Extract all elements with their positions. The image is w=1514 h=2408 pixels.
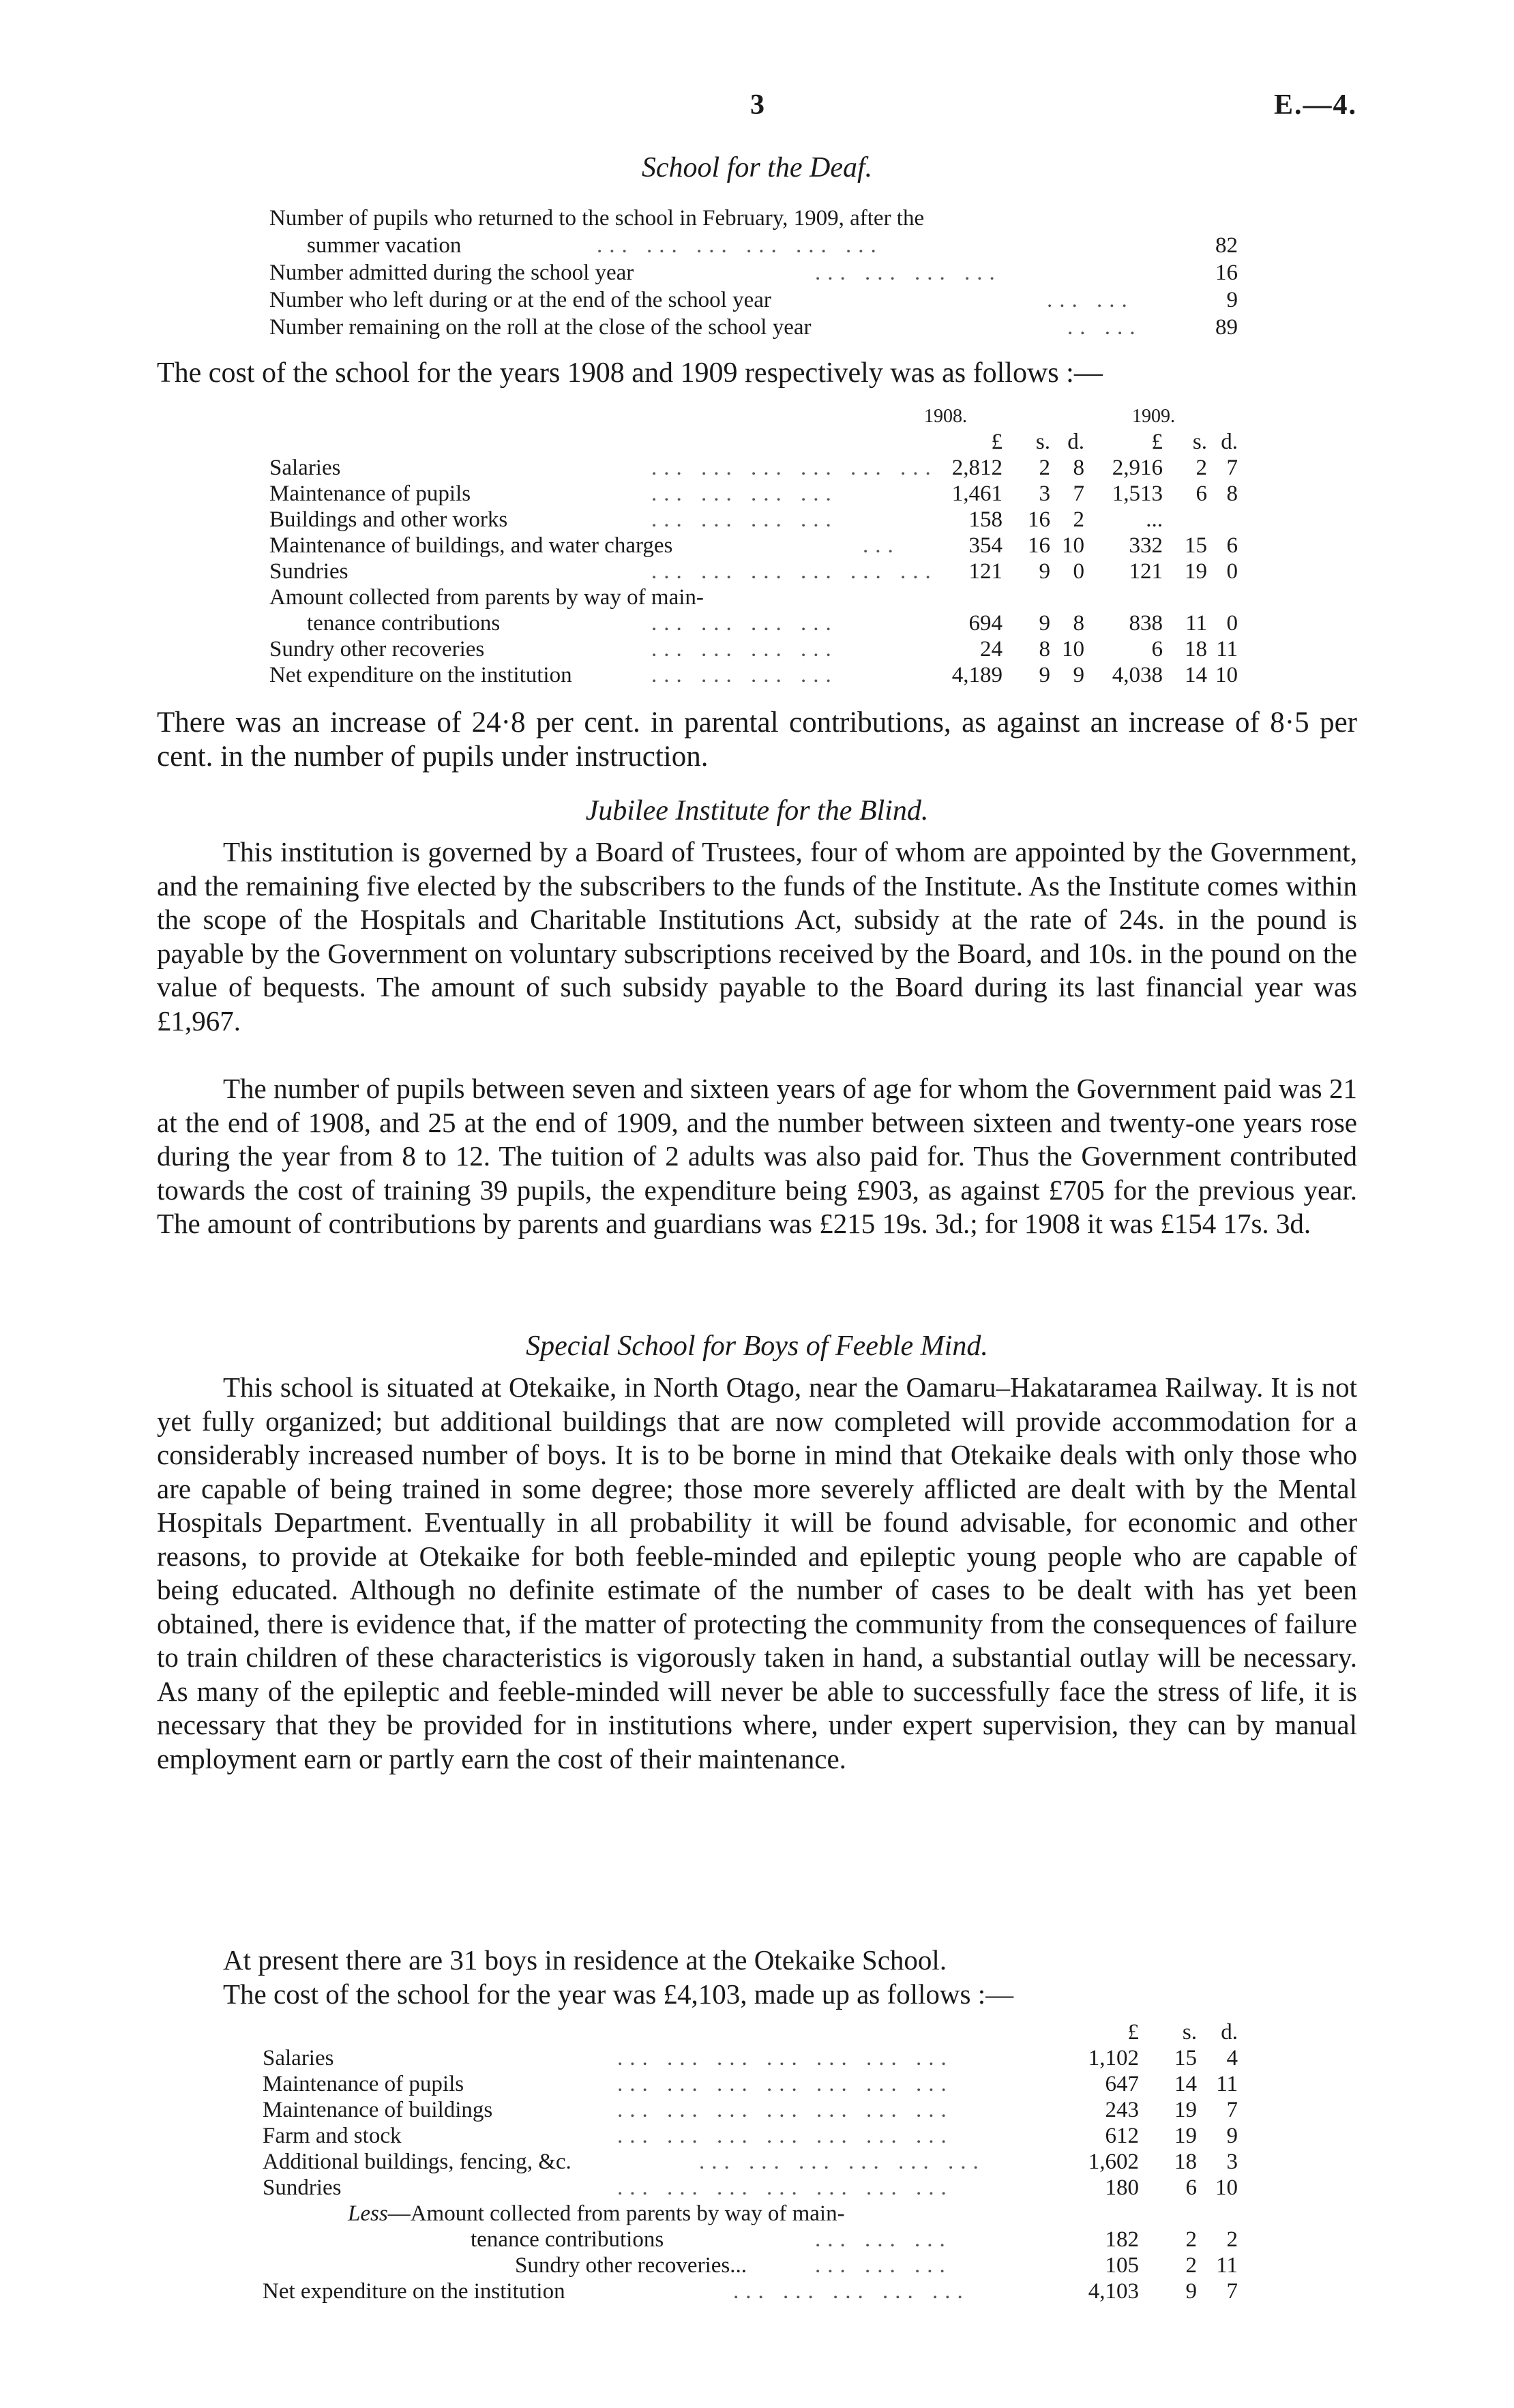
list-item: Number who left during or at the end of the school year ... ... 9 — [269, 288, 1238, 312]
row-label: Buildings and other works — [269, 507, 508, 532]
value-1909: 2,916 — [1112, 456, 1163, 480]
value-1909: 11 — [1216, 637, 1238, 662]
less-label: Less — [348, 2201, 388, 2226]
cost-value: 4 — [1226, 2046, 1238, 2070]
table-row — [269, 637, 1238, 663]
value-1908: 8 — [1039, 637, 1050, 662]
value-1908: 8 — [1073, 611, 1084, 636]
row-label: Net expenditure on the institution — [269, 663, 572, 687]
leader-dots: ... ... ... ... — [651, 663, 838, 687]
value-1908: 7 — [1073, 481, 1084, 506]
feeble-cost-rows — [263, 2046, 1238, 2201]
deaf-pupil-table — [269, 205, 1238, 341]
cost-value: 10 — [1215, 2175, 1238, 2200]
value-1909: 14 — [1185, 663, 1207, 687]
list-item: Number of pupils who returned to the school in February, 1909, after the — [269, 206, 925, 231]
row-label: Maintenance of buildings — [263, 2098, 493, 2122]
table-row — [269, 585, 1238, 611]
table-row — [263, 2124, 1238, 2150]
value-1908: 10 — [1062, 637, 1084, 662]
leader-dots: ... ... ... ... ... ... ... — [617, 2175, 953, 2200]
blind-paragraph-1: This institution is governed by a Board of Trustees, four of whom are appointed by the Government, and the remaining five elected by the subscribers to the funds of the Institute. As the Institute comes within the scope of the Hospitals and Charitable Institutions Act, subsidy at the rate of 24s. in the pound is payable by the Government on voluntary subscriptions received by the Board, and 10s. in the pound on the value of bequests. The amount of such subsidy payable to the Board during its last financial year was £1,967. — [157, 836, 1357, 1037]
value-1908: 2 — [1039, 456, 1050, 480]
page-header — [157, 89, 1357, 130]
value-1908: 9 — [1073, 663, 1084, 687]
value-1909: 18 — [1185, 637, 1207, 662]
feeble-paragraph-3: The cost of the school for the year was £4,103, made up as follows :— — [223, 1978, 1014, 2010]
table-row — [269, 456, 1238, 481]
list-item: Number remaining on the roll at the close of the school year .. ... 89 — [269, 315, 1238, 340]
table-row — [269, 533, 1238, 559]
value-1908: 4,189 — [951, 663, 1003, 687]
deaf-cost-intro: The cost of the school for the years 1908 and 1909 respectively was as follows :— — [157, 357, 1103, 389]
cost-value: 18 — [1174, 2150, 1197, 2174]
section-heading-blind: Jubilee Institute for the Blind. — [585, 795, 929, 827]
page-number: 3 — [750, 89, 765, 121]
value-1909: 332 — [1129, 533, 1163, 558]
value-1908: 8 — [1073, 456, 1084, 480]
value-1909: 19 — [1185, 559, 1207, 584]
less-line-2: tenance contributions — [471, 2227, 664, 2252]
less-line-3: Sundry other recoveries... — [515, 2253, 747, 2278]
table-row — [269, 507, 1238, 533]
cost-value: 9 — [1226, 2124, 1238, 2148]
document-reference: E.—4. — [1273, 89, 1357, 121]
value-1908: 2 — [1073, 507, 1084, 532]
value-1909: 11 — [1185, 611, 1207, 636]
table-row: tenance contributions ... ... ... 182 2 2 — [471, 2227, 1238, 2252]
less-line-1: —Amount collected from parents by way of main- — [387, 2201, 845, 2226]
cost-value: 7 — [1226, 2098, 1238, 2122]
table-row — [263, 2046, 1238, 2072]
row-label: Maintenance of pupils — [269, 481, 471, 506]
cost-value: 647 — [1105, 2072, 1139, 2096]
value-1908: 9 — [1039, 559, 1050, 584]
table-row — [263, 2072, 1238, 2098]
value-1908: 16 — [1028, 533, 1050, 558]
cost-value: 3 — [1226, 2150, 1238, 2174]
table-row — [269, 481, 1238, 507]
table-row — [263, 2201, 1238, 2227]
value-1909: 0 — [1226, 611, 1238, 636]
value-1908: 3 — [1039, 481, 1050, 506]
leader-dots: ... ... ... ... ... ... — [651, 456, 938, 480]
value-1909: 15 — [1185, 533, 1207, 558]
value-1908: 1,461 — [951, 481, 1003, 506]
leader-dots: ... ... ... ... — [651, 637, 838, 662]
table-row: Sundry other recoveries... ... ... ... 105 2 11 — [515, 2253, 1238, 2278]
value-1909: 1,513 — [1112, 481, 1163, 506]
value-1909: 7 — [1226, 456, 1238, 480]
feeble-cost-table — [263, 2020, 1238, 2305]
row-label: Salaries — [269, 456, 341, 480]
cost-value: 15 — [1174, 2046, 1197, 2070]
leader-dots: ... — [863, 533, 900, 558]
value-1909: 8 — [1226, 481, 1238, 506]
leader-dots: ... ... ... ... ... ... ... — [617, 2098, 953, 2122]
cost-value: 243 — [1105, 2098, 1139, 2122]
section-heading-feeble: Special School for Boys of Feeble Mind. — [526, 1331, 988, 1362]
deaf-cost-rows — [269, 456, 1238, 689]
row-label: Farm and stock — [263, 2124, 402, 2148]
value-1909: 838 — [1129, 611, 1163, 636]
cost-value: 180 — [1105, 2175, 1139, 2200]
leader-dots: ... ... ... ... ... ... ... — [617, 2046, 953, 2070]
table-row — [263, 2150, 1238, 2175]
value-1908: 694 — [968, 611, 1003, 636]
feeble-paragraph-2: At present there are 31 boys in residence at the Otekaike School. — [223, 1944, 947, 1976]
value-1909: 6 — [1196, 481, 1207, 506]
table-row — [263, 2175, 1238, 2201]
row-label: Maintenance of buildings, and water charges — [269, 533, 673, 558]
row-label: Salaries — [263, 2046, 334, 2070]
section-heading-deaf: School for the Deaf. — [641, 152, 873, 183]
list-item: Number admitted during the school year ... ... ... ... 16 — [269, 261, 1238, 285]
value-1909: 2 — [1196, 456, 1207, 480]
value-1908: 9 — [1039, 611, 1050, 636]
cost-value: 19 — [1174, 2098, 1197, 2122]
table-row — [269, 559, 1238, 585]
value-1909: ... — [1146, 507, 1163, 532]
column-year-1909: 1909. — [1132, 406, 1175, 427]
value-1909: 6 — [1151, 637, 1163, 662]
list-item: summer vacation ... ... ... ... ... ... 82 — [307, 233, 1238, 258]
value-1908: 158 — [968, 507, 1003, 532]
row-label: Additional buildings, fencing, &c. — [263, 2150, 572, 2174]
cost-value: 14 — [1174, 2072, 1197, 2096]
leader-dots: ... ... ... ... ... ... ... — [617, 2072, 953, 2096]
leader-dots: ... ... ... ... ... ... — [651, 559, 938, 584]
row-label: Sundries — [263, 2175, 342, 2200]
feeble-paragraph-1: This school is situated at Otekaike, in North Otago, near the Oamaru–Hakataramea Railway. It is not yet fully organized; but additional buildings that are now completed will provide accommodation for a considerably increased number of boys. It is to be borne in mind that Otekaike deals with only those who are capable of being trained in some degree; those more severely afflicted are dealt with by the Mental Hospitals Department. Eventually in all probability it will be found advisable, for economic and other reasons, to provide at Otekaike for both feeble-minded and epileptic young people who are capable of being educated. Although no definite estimate of the number of cases to be dealt with has yet been obtained, there is evidence that, if the matter of protecting the community from the consequences of failure to train children of these characteristics is vigorously taken in hand, a substantial outlay will be necessary. As many of the epileptic and feeble-minded will never be able to successfully face the stress of life, it is necessary that they be provided for in institutions where, under expert supervision, they can by manual employment earn or partly earn the cost of their maintenance. — [157, 1371, 1357, 1774]
value-1909: 121 — [1129, 559, 1163, 584]
row-label: tenance contributions — [307, 611, 501, 636]
leader-dots: ... ... ... ... ... ... — [699, 2150, 985, 2174]
leader-dots: ... ... ... ... ... ... ... — [617, 2124, 953, 2148]
row-label: Sundry other recoveries — [269, 637, 485, 662]
table-row — [269, 663, 1238, 689]
value-1908: 10 — [1062, 533, 1084, 558]
table-row — [263, 2098, 1238, 2124]
cost-value: 11 — [1216, 2072, 1238, 2096]
value-1908: 2,812 — [951, 456, 1003, 480]
cost-value: 612 — [1105, 2124, 1139, 2148]
column-year-1908: 1908. — [924, 406, 967, 427]
table-row: Net expenditure on the institution ... ... ... ... ... 4,103 9 7 — [263, 2279, 1238, 2304]
cost-value: 6 — [1185, 2175, 1197, 2200]
deaf-increase-note: There was an increase of 24·8 per cent. in parental contributions, as against an increase of 8·5 per cent. in the number of pupils under instruction. — [157, 707, 1357, 773]
row-label: Sundries — [269, 559, 348, 584]
value-1909: 6 — [1226, 533, 1238, 558]
leader-dots: ... ... ... ... — [651, 481, 838, 506]
value-1908: 0 — [1073, 559, 1084, 584]
value-1908: 354 — [968, 533, 1003, 558]
leader-dots: ... ... ... ... — [651, 507, 838, 532]
column-units-row: £ s. d. £ s. d. — [991, 430, 1238, 454]
cost-value: 19 — [1174, 2124, 1197, 2148]
cost-value: 1,602 — [1088, 2150, 1139, 2174]
value-1908: 121 — [968, 559, 1003, 584]
leader-dots: ... ... ... ... — [651, 611, 838, 636]
row-label: Amount collected from parents by way of main- — [269, 585, 704, 610]
column-units-row: £ s. d. — [1127, 2020, 1238, 2045]
value-1909: 4,038 — [1112, 663, 1163, 687]
value-1908: 9 — [1039, 663, 1050, 687]
cost-value: 1,102 — [1088, 2046, 1139, 2070]
value-1908: 24 — [980, 637, 1003, 662]
value-1909: 0 — [1226, 559, 1238, 584]
net-expenditure-label: Net expenditure on the institution — [263, 2279, 565, 2304]
value-1908: 16 — [1028, 507, 1050, 532]
table-row — [269, 611, 1238, 637]
value-1909: 10 — [1215, 663, 1238, 687]
row-label: Maintenance of pupils — [263, 2072, 464, 2096]
deaf-cost-table — [269, 430, 1238, 689]
blind-paragraph-2: The number of pupils between seven and sixteen years of age for whom the Government paid was 21 at the end of 1908, and 25 at the end of 1909, and the number between sixteen and twenty-one years rose during the year from 8 to 12. The tuition of 2 adults was also paid for. Thus the Government contributed towards the cost of training 39 pupils, the expenditure being £903, as against £705 for the previous year. The amount of contributions by parents and guardians was £215 19s. 3d.; for 1908 it was £154 17s. 3d. — [157, 1073, 1357, 1239]
